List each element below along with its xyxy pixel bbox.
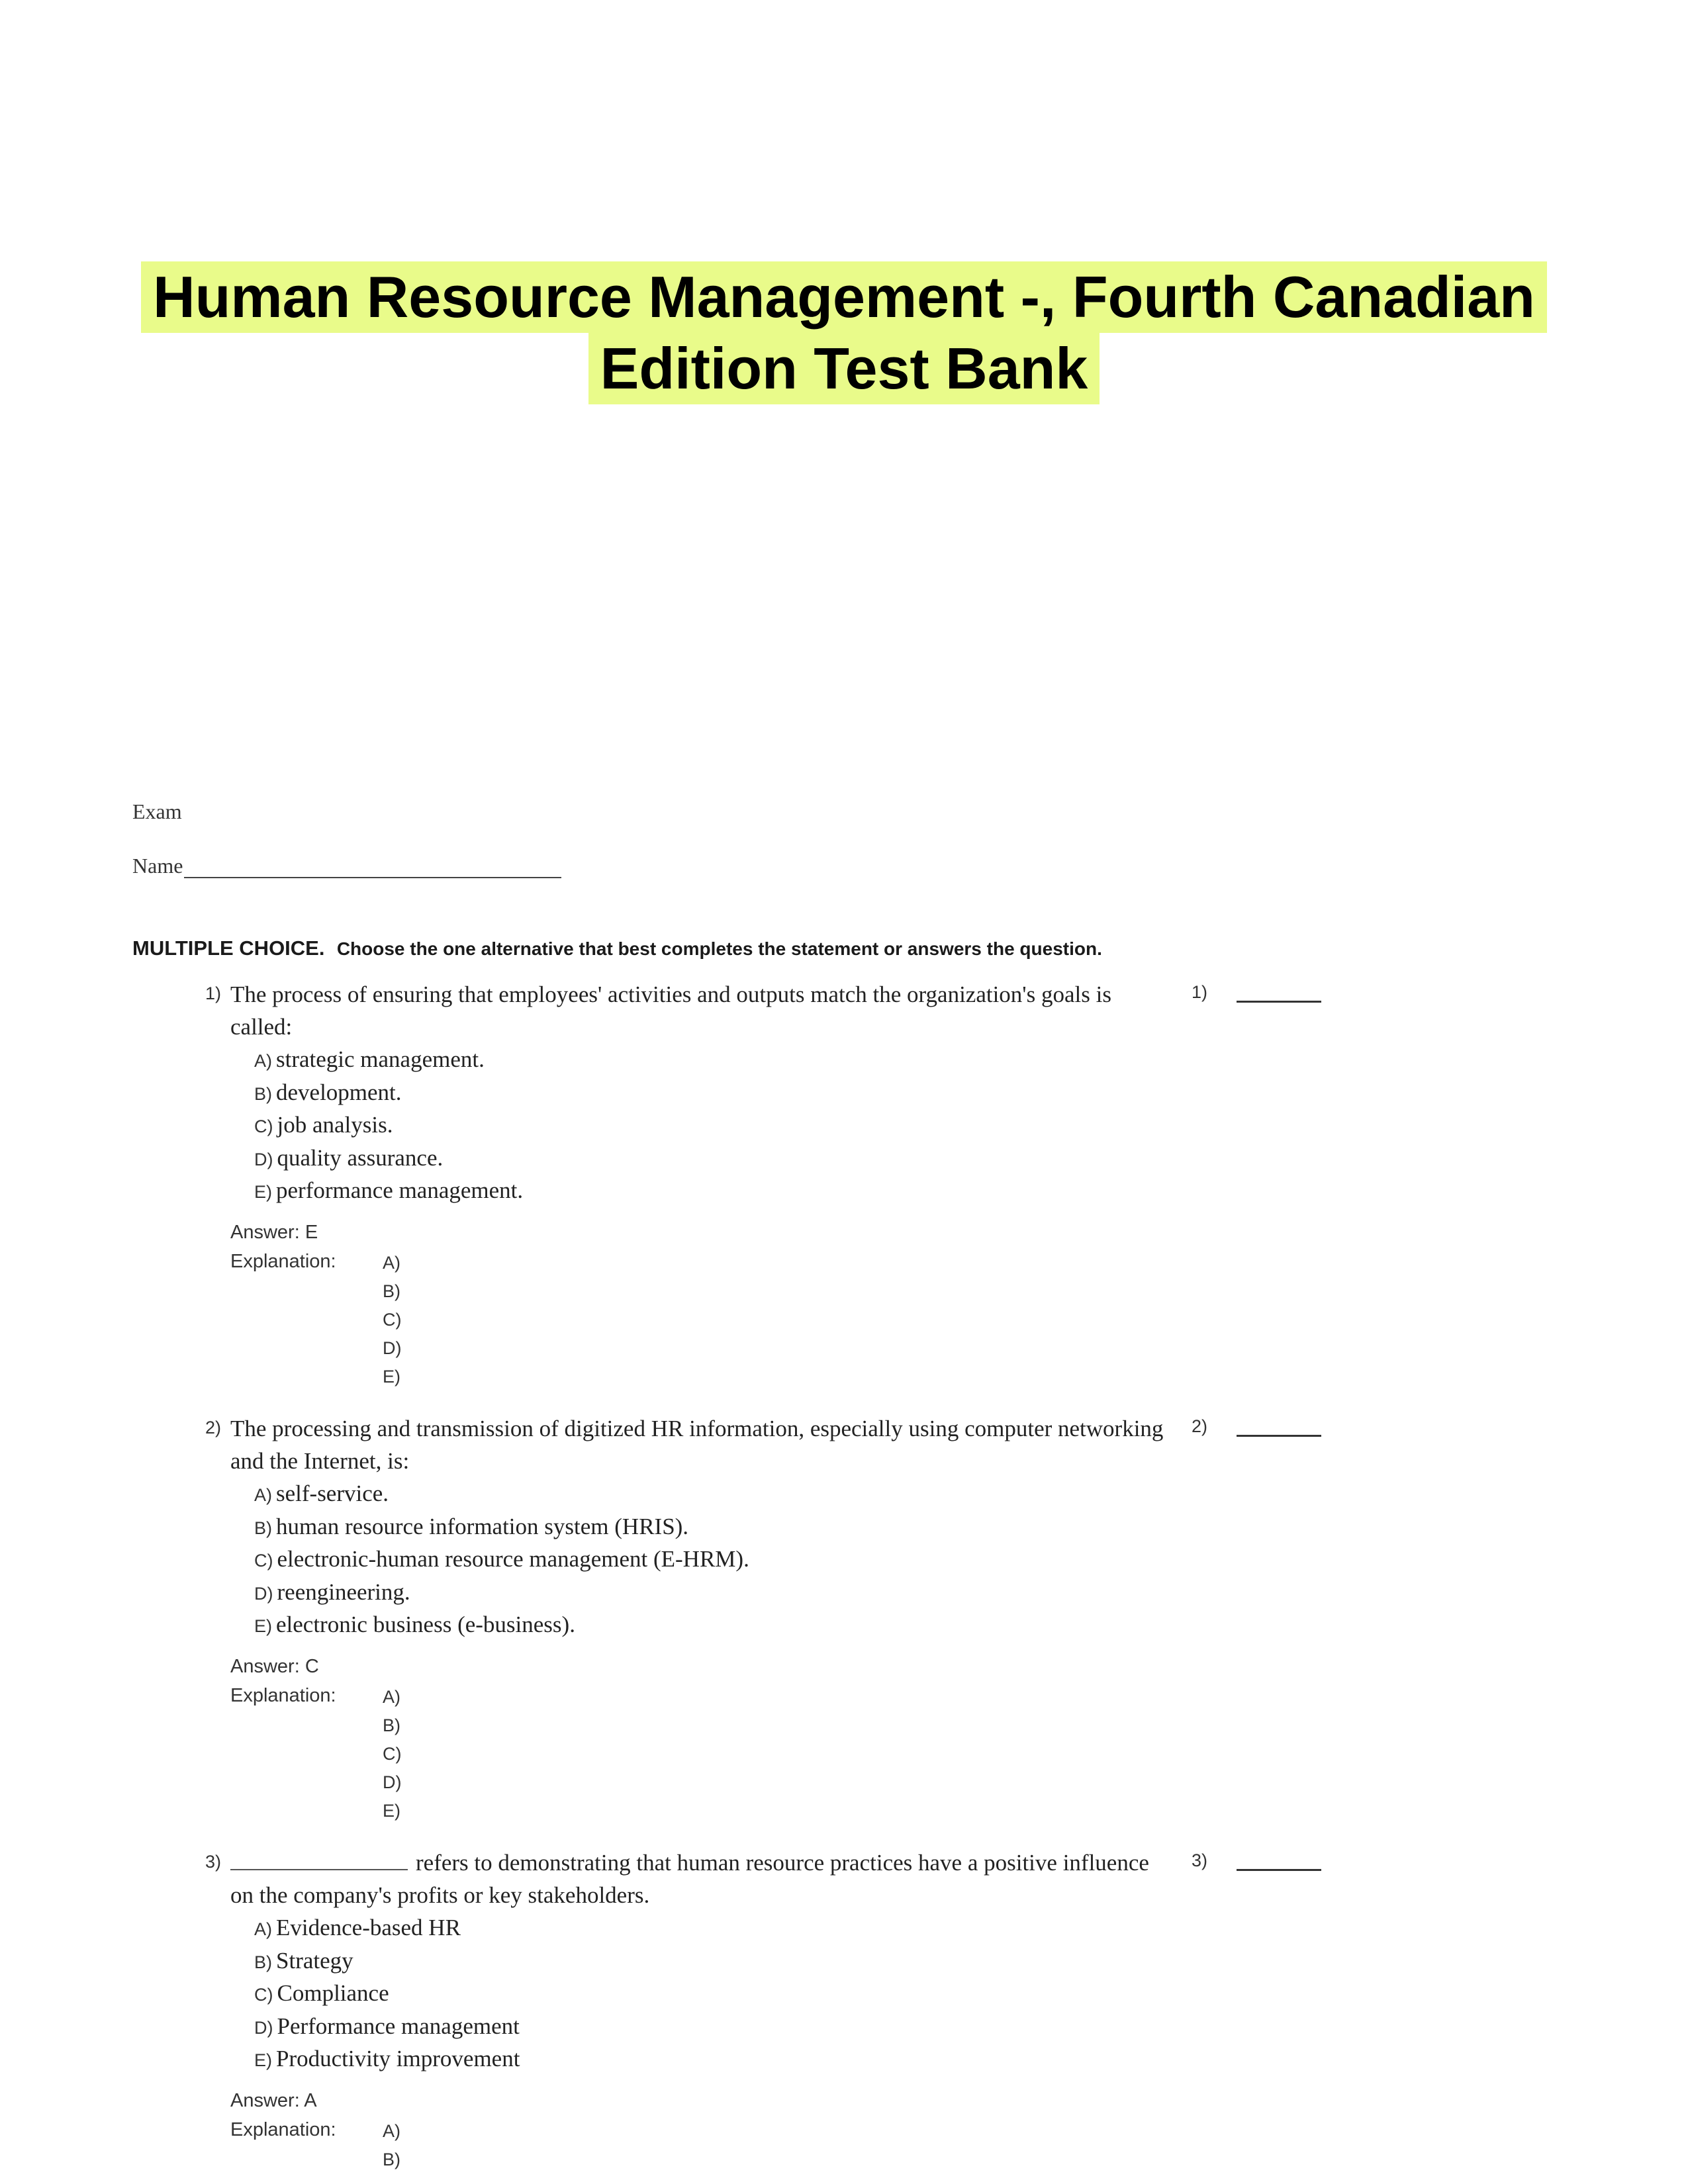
explanation-letter: D) xyxy=(383,1338,402,1358)
choice-letter: A) xyxy=(254,1919,272,1939)
title-line-2: Edition Test Bank xyxy=(588,333,1100,404)
choice-d xyxy=(254,1142,523,1175)
choice-text: Evidence-based HR xyxy=(276,1915,461,1940)
choice-e xyxy=(254,1608,749,1641)
answer-blank-number: 3) xyxy=(1192,1850,1208,1870)
answer-blank xyxy=(1192,1416,1321,1437)
choice-a xyxy=(254,1911,520,1944)
answer-key: Answer: E xyxy=(230,1222,318,1243)
explanation-letter: E) xyxy=(383,1367,400,1387)
choice-text: strategic management. xyxy=(276,1046,485,1072)
fill-in-blank xyxy=(230,1849,408,1870)
choice-letter: D) xyxy=(254,1583,273,1604)
choice-d xyxy=(254,1576,749,1609)
explanation-letter: B) xyxy=(383,1715,400,1735)
choice-letter: E) xyxy=(254,1182,272,1202)
choice-text: Productivity improvement xyxy=(276,2046,520,2071)
choice-letter: A) xyxy=(254,1485,272,1505)
choice-c xyxy=(254,1543,749,1576)
choice-a xyxy=(254,1043,523,1076)
choice-letter: D) xyxy=(254,2017,273,2038)
answer-blank xyxy=(1192,982,1321,1003)
explanation-letters xyxy=(383,2119,400,2176)
explanation-letter: B) xyxy=(383,2150,400,2169)
name-field xyxy=(132,854,561,878)
choice-text: reengineering. xyxy=(277,1578,410,1605)
title-line-1: Human Resource Management -, Fourth Canadian xyxy=(141,261,1547,333)
explanation-letter: A) xyxy=(383,2121,400,2141)
answer-key: Answer: A xyxy=(230,2090,317,2111)
choice-letter: A) xyxy=(254,1051,272,1071)
explanation-label: Explanation: xyxy=(230,2119,336,2140)
question-number: 3) xyxy=(205,1852,222,1872)
question-stem xyxy=(230,978,1177,1043)
choice-list xyxy=(254,1043,523,1207)
choice-b xyxy=(254,1076,523,1109)
explanation-letter: E) xyxy=(383,1801,400,1821)
choice-letter: E) xyxy=(254,2050,272,2070)
choice-list xyxy=(254,1911,520,2075)
question-number: 2) xyxy=(205,1418,222,1437)
question-stem xyxy=(230,1846,1177,1911)
choice-d xyxy=(254,2010,520,2043)
choice-letter: C) xyxy=(254,1985,273,2005)
answer-blank-line xyxy=(1237,1852,1321,1871)
explanation-letter: C) xyxy=(383,1744,402,1764)
choice-a xyxy=(254,1477,749,1510)
section-instructions-text: Choose the one alternative that best completes the statement or answers the question. xyxy=(336,938,1102,959)
question-number: 1) xyxy=(205,983,222,1003)
answer-blank xyxy=(1192,1850,1321,1871)
section-heading: MULTIPLE CHOICE. xyxy=(132,936,325,960)
question-stem xyxy=(230,1412,1177,1477)
choice-text: development. xyxy=(276,1079,402,1105)
choice-list xyxy=(254,1477,749,1641)
explanation-letter: B) xyxy=(383,1281,400,1301)
choice-letter: B) xyxy=(254,1518,272,1538)
choice-text: Performance management xyxy=(277,2013,520,2039)
choice-text: Strategy xyxy=(276,1947,353,1974)
choice-c xyxy=(254,1977,520,2010)
document-title xyxy=(0,261,1688,404)
choice-b xyxy=(254,1510,749,1543)
choice-letter: E) xyxy=(254,1616,272,1636)
section-instructions xyxy=(132,936,1102,960)
choice-e xyxy=(254,2042,520,2075)
choice-c xyxy=(254,1109,523,1142)
explanation-letter: A) xyxy=(383,1687,400,1707)
choice-letter: C) xyxy=(254,1551,273,1570)
explanation-letter: A) xyxy=(383,1253,400,1273)
choice-text: job analysis. xyxy=(277,1112,393,1138)
choice-letter: B) xyxy=(254,1952,272,1972)
choice-b xyxy=(254,1944,520,1978)
explanation-label: Explanation: xyxy=(230,1685,336,1706)
choice-text: performance management. xyxy=(276,1177,524,1203)
answer-blank-line xyxy=(1237,983,1321,1003)
choice-text: Compliance xyxy=(277,1980,389,2006)
answer-blank-line xyxy=(1237,1418,1321,1437)
choice-text: quality assurance. xyxy=(277,1144,444,1171)
explanation-letters xyxy=(383,1685,402,1827)
choice-letter: C) xyxy=(254,1116,273,1136)
choice-e xyxy=(254,1174,523,1207)
explanation-letter: D) xyxy=(383,1772,402,1792)
answer-key: Answer: C xyxy=(230,1656,319,1677)
question-stem-text: refers to demonstrating that human resource practices have a positive influence on the company's profits or key stakeholders. xyxy=(230,1850,1149,1908)
explanation-label: Explanation: xyxy=(230,1251,336,1272)
choice-text: self-service. xyxy=(276,1480,389,1506)
question-stem-text: The processing and transmission of digitized HR information, especially using computer networking and the Internet, is: xyxy=(230,1416,1164,1474)
answer-blank-number: 1) xyxy=(1192,982,1208,1002)
answer-blank-number: 2) xyxy=(1192,1416,1208,1436)
exam-label: Exam xyxy=(132,799,182,823)
name-label: Name xyxy=(132,854,183,878)
name-blank-line xyxy=(184,860,561,878)
question-stem-text: The process of ensuring that employees' activities and outputs match the organization's goals is called: xyxy=(230,981,1111,1040)
choice-text: human resource information system (HRIS). xyxy=(276,1513,689,1539)
choice-letter: D) xyxy=(254,1149,273,1169)
choice-text: electronic business (e-business). xyxy=(276,1612,575,1637)
explanation-letters xyxy=(383,1251,402,1393)
choice-text: electronic-human resource management (E-HRM). xyxy=(277,1546,749,1572)
choice-letter: B) xyxy=(254,1083,272,1104)
explanation-letter: C) xyxy=(383,1310,402,1330)
